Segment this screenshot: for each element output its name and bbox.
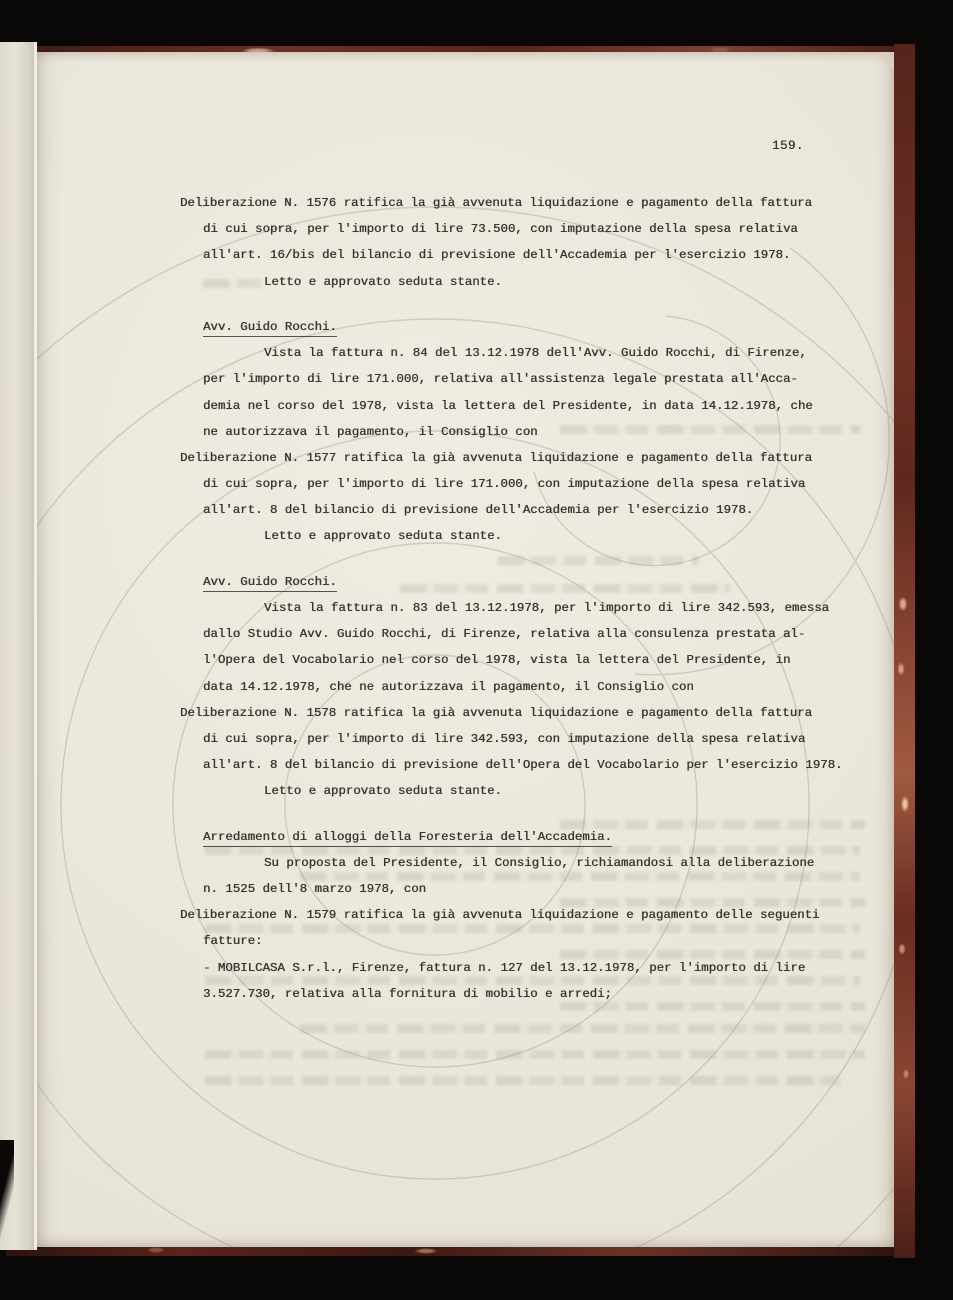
document-line: fatture:: [203, 934, 263, 949]
document-line: Letto e approvato seduta stante.: [264, 274, 502, 289]
document-line: all'art. 16/bis del bilancio di previsione dell'Accademia per l'esercizio 1978.: [203, 248, 791, 263]
book-cover-edge-bottom: [6, 1246, 894, 1256]
document-line: l'Opera del Vocabolario nel corso del 1978, vista la lettera del Presidente, in: [203, 653, 791, 668]
ghost-text-line: [205, 1076, 840, 1085]
document-line: Letto e approvato seduta stante.: [264, 784, 502, 799]
document-line: Su proposta del Presidente, il Consiglio, richiamandosi alla deliberazione: [264, 855, 815, 870]
document-line: ne autorizzava il pagamento, il Consiglio con: [203, 424, 538, 439]
document-line: di cui sopra, per l'importo di lire 342.593, con imputazione della spesa relativa: [203, 731, 806, 746]
document-line: Deliberazione N. 1577 ratifica la già avvenuta liquidazione e pagamento della fattura: [180, 450, 813, 465]
document-line: 3.527.730, relativa alla fornitura di mobilio e arredi;: [203, 986, 612, 1001]
book-cover-edge-right: [894, 44, 915, 1258]
document-line: di cui sopra, per l'importo di lire 73.500, con imputazione della spesa relativa: [203, 222, 798, 237]
section-heading: Arredamento di alloggi della Foresteria dell'Accademia.: [180, 824, 870, 850]
document-line: dallo Studio Avv. Guido Rocchi, di Firenze, relativa alla consulenza prestata al-: [203, 627, 806, 642]
page-stack-edge: [0, 42, 37, 1250]
document-line: Deliberazione N. 1576 ratifica la già avvenuta liquidazione e pagamento della fattura: [180, 196, 813, 210]
document-line: Vista la fattura n. 84 del 13.12.1978 dell'Avv. Guido Rocchi, di Firenze,: [264, 346, 807, 361]
page-corner-fold: [876, 52, 894, 70]
document-line: di cui sopra, per l'importo di lire 171.000, con imputazione della spesa relativa: [203, 477, 806, 492]
document-line: Vista la fattura n. 83 del 13.12.1978, per l'importo di lire 342.593, emessa: [264, 601, 830, 615]
document-line: all'art. 8 del bilancio di previsione dell'Accademia per l'esercizio 1978.: [203, 503, 754, 518]
page-number: 159.: [772, 139, 804, 153]
document-line: all'art. 8 del bilancio di previsione dell'Opera del Vocabolario per l'esercizio 1978.: [203, 758, 843, 773]
text-column: [180, 190, 870, 1007]
document-page: [37, 52, 894, 1247]
document-line: Deliberazione N. 1578 ratifica la già avvenuta liquidazione e pagamento della fattura: [180, 705, 813, 720]
ghost-text-line: [205, 1050, 865, 1059]
ghost-text-line: [300, 1024, 865, 1033]
document-line: - MOBILCASA S.r.l., Firenze, fattura n. 127 del 13.12.1978, per l'importo di lire: [203, 960, 806, 975]
document-line: demia nel corso del 1978, vista la lettera del Presidente, in data 14.12.1978, che: [203, 398, 813, 413]
document-line: n. 1525 dell'8 marzo 1978, con: [203, 882, 427, 897]
document-line: data 14.12.1978, che ne autorizzava il pagamento, il Consiglio con: [203, 679, 694, 694]
section-heading: Avv. Guido Rocchi.: [180, 314, 870, 340]
photo-corner-shadow: [0, 1140, 14, 1252]
document-line: per l'importo di lire 171.000, relativa all'assistenza legale prestata all'Acca-: [203, 372, 798, 387]
document-line: Letto e approvato seduta stante.: [264, 529, 502, 544]
document-line: Deliberazione N. 1579 ratifica la già avvenuta liquidazione e pagamento delle seguenti: [180, 908, 820, 923]
section-heading: Avv. Guido Rocchi.: [180, 569, 870, 595]
